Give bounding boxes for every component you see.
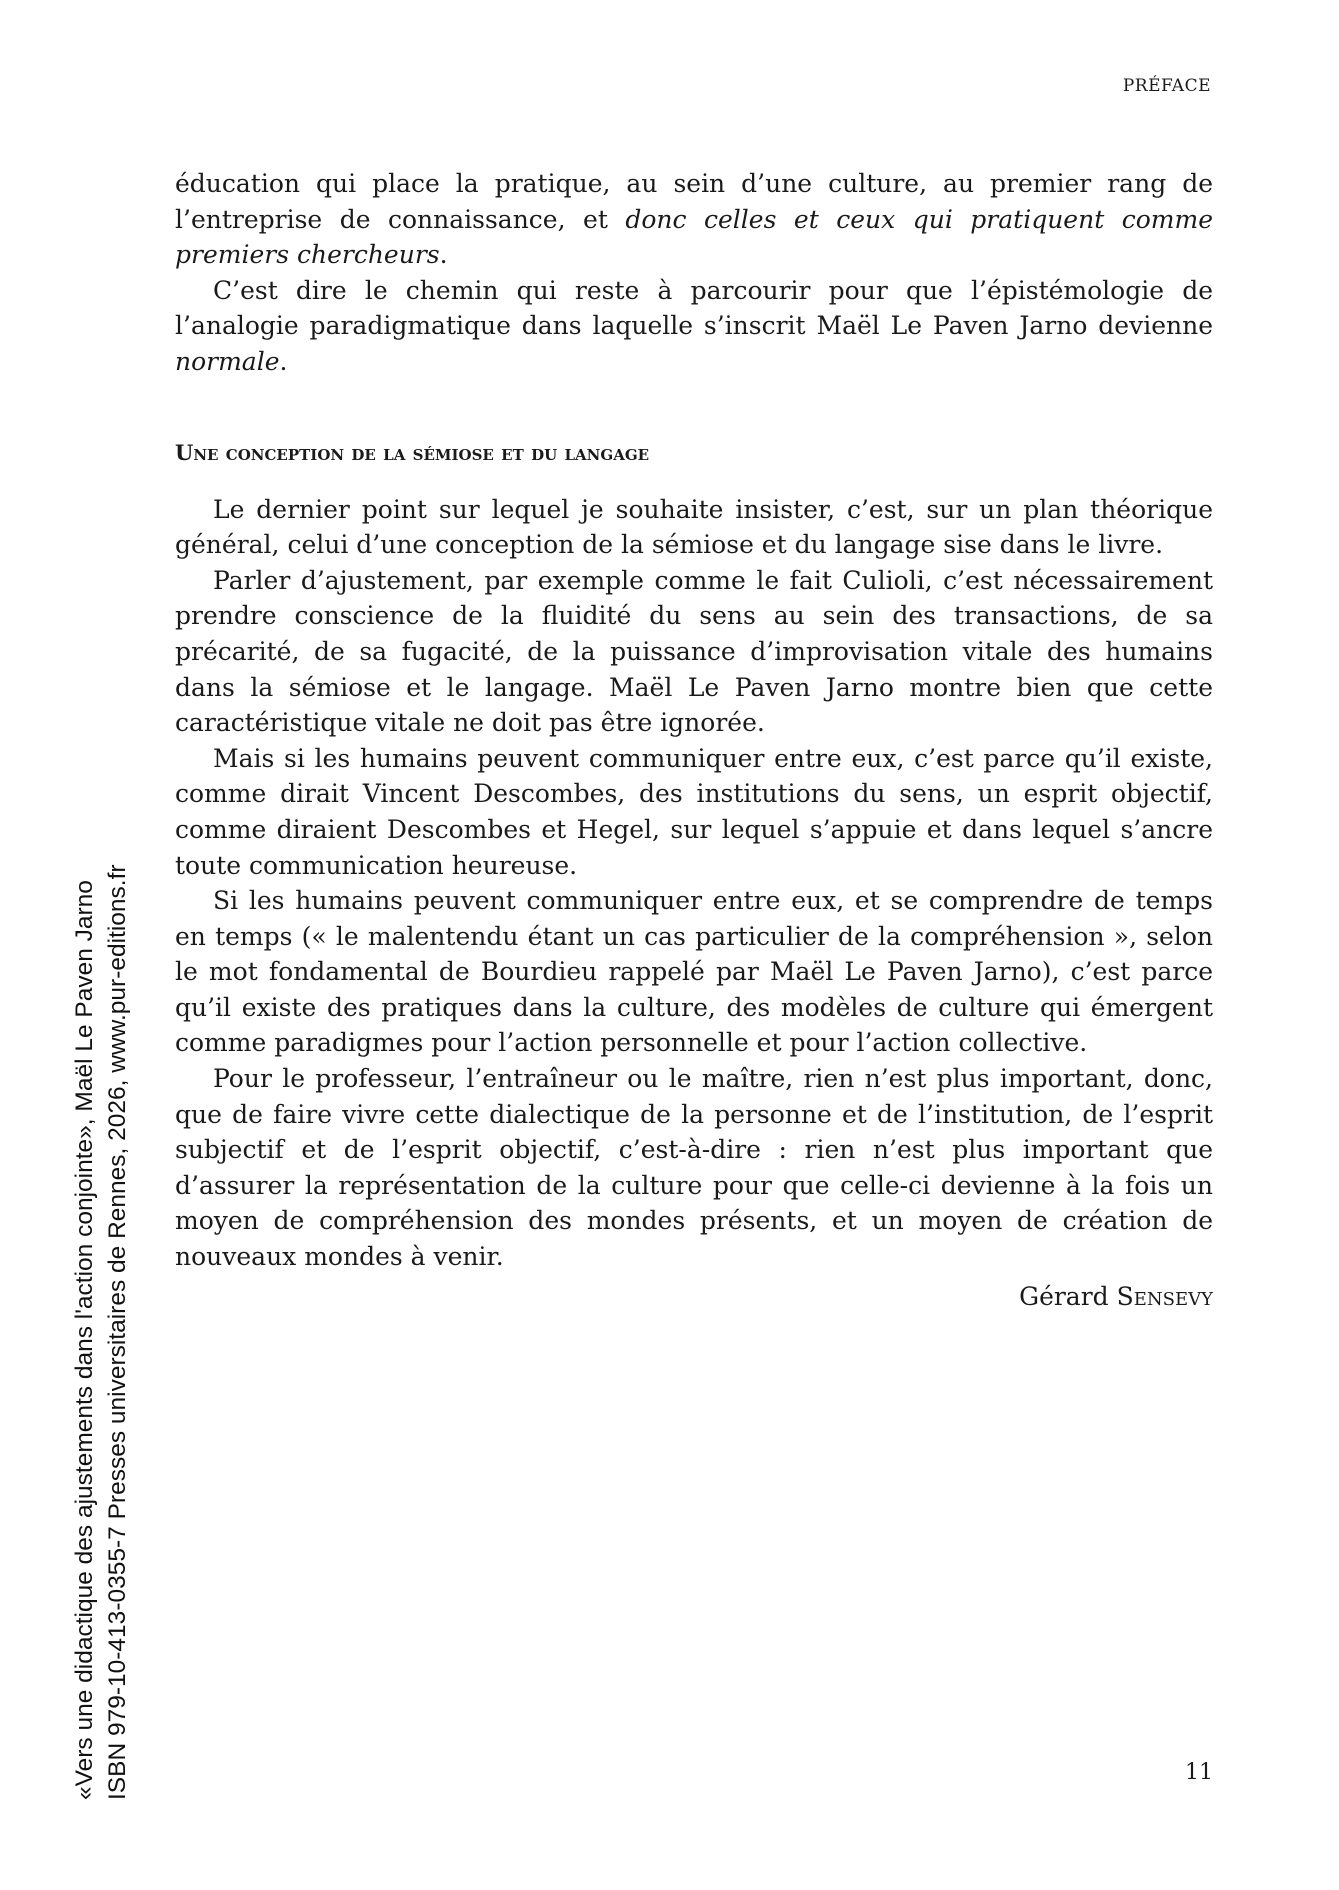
section-paragraph-1: Le dernier point sur lequel je souhaite insister, c’est, sur un plan théorique général, celui d’une conception de la sémiose et du langage sise dans le livre. (175, 494, 1213, 560)
section-paragraph-4: Si les humains peuvent communiquer entre eux, et se comprendre de temps en temps (« le malentendu étant un cas particulier de la compréhension », selon le mot fondamental de Bourdieu rappelé par Maël Le Paven Jarno), c’est parce qu’il existe des pratiques dans la culture, des modèles de culture qui émergent comme paradigmes pour l’action personnelle et pour l’action collective. (175, 886, 1213, 1058)
section-paragraph-3: Mais si les humains peuvent communiquer entre eux, c’est parce qu’il existe, comme dirait Vincent Descombes, des institutions du sens, un esprit objectif, comme diraient Descombes et Hegel, sur lequel s’appuie et dans lequel s’ancre toute communication heureuse. (175, 743, 1213, 880)
section-paragraph-2: Parler d’ajustement, par exemple comme le fait Culioli, c’est nécessairement prendre conscience de la fluidité du sens au sein des transactions, de sa précarité, de sa fugacité, de la puissance d’improvisation vitale des humains dans la sémiose et le langage. Maël Le Paven Jarno montre bien que cette caractéristique vitale ne doit pas être ignorée. (175, 565, 1213, 738)
section-paragraph-5: Pour le professeur, l’entraîneur ou le maître, rien n’est plus important, donc, que de faire vivre cette dialectique de la personne et de l’institution, de l’esprit subjectif et de l’esprit objectif, c’est-à-dire : rien n’est plus important que d’assurer la représentation de la culture pour que celle-ci devienne à la fois un moyen de compréhension des mondes présents, et un moyen de création de nouveaux mondes à venir. (175, 1064, 1213, 1272)
signature (175, 1279, 1213, 1315)
intro-paragraph-2-italic: normale (175, 346, 280, 376)
intro-paragraph-1-italic: donc celles et ceux qui pratiquent comme premiers chercheurs (175, 204, 1213, 270)
copyright-notice (68, 864, 134, 1800)
intro-paragraph-2-end: . (279, 346, 288, 376)
copyright-notice-line-1: «Vers une didactique des ajustements dans l'action conjointe», Maël Le Paven Jarno (71, 880, 98, 1800)
section-heading: Une conception de la sémiose et du langage (175, 439, 650, 465)
intro-paragraph-1-end: . (439, 240, 448, 270)
page-number: 11 (1185, 1760, 1213, 1785)
intro-paragraph-2 (175, 273, 1213, 380)
copyright-notice-line-2: ISBN 979-10-413-0355-7 Presses universitaires de Rennes, 2026, www.pur-editions.fr (104, 864, 131, 1800)
intro-paragraph-1 (175, 166, 1213, 273)
running-head: PRÉFACE (1122, 76, 1211, 96)
intro-paragraph-2-text: C’est dire le chemin qui reste à parcourir pour que l’épistémologie de l’analogie paradigmatique dans laquelle s’inscrit Maël Le Paven Jarno devienne (175, 275, 1213, 341)
intro-paragraph-1-text: éducation qui place la pratique, au sein d’une culture, au premier rang de l’entreprise de connaissance, et (175, 169, 1213, 234)
signature-first-name: Gérard (1019, 1281, 1109, 1311)
body-text (175, 166, 1213, 1314)
signature-surname: Sensevy (1116, 1281, 1213, 1311)
